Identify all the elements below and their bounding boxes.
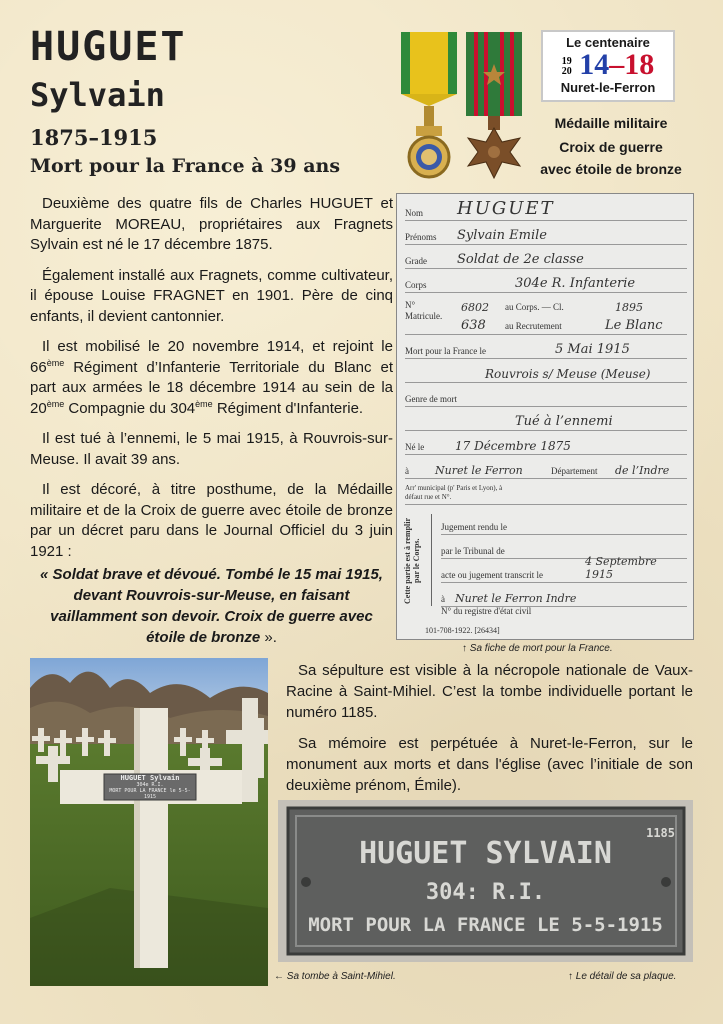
logo-line1: Le centenaire (566, 35, 650, 50)
fiche-nom: HUGUET (457, 198, 555, 219)
bio-p3-sup1: ème (46, 357, 65, 368)
fiche-dept: de l’Indre (615, 464, 670, 477)
fiche-corps: 304e R. Infanterie (515, 276, 636, 291)
death-record-card (396, 193, 694, 640)
bio-p3b: Régiment d’Infanterie Territoriale du Blanc et part aux armées le 18 décembre 1914 au sein de la 20 (30, 358, 393, 417)
fiche-mat2: 638 (461, 318, 486, 333)
plaque-number: 1185 (646, 826, 675, 840)
fiche-side-label: Cette partie est à remplir par le Corps. (403, 517, 421, 605)
fiche-jugement2: par le Tribunal de (441, 546, 505, 556)
fiche-mort-date: 5 Mai 1915 (555, 342, 630, 357)
fiche-dept-label: Département (551, 466, 598, 476)
logo-years (543, 50, 673, 80)
fiche-au-corps: au Corps. — Cl. (505, 302, 564, 312)
fiche-ne-label: Né le (405, 442, 425, 452)
cross-plate-l3: MORT POUR LA FRANCE le 5-5-1915 (109, 788, 191, 800)
fiche-ne-lieu-label: à (405, 466, 409, 476)
fiche-jugement1: Jugement rendu le (441, 522, 507, 532)
bio-paragraph-3 (30, 337, 393, 419)
fiche-grade: Soldat de 2e classe (457, 252, 584, 267)
fiche-jugement4: à (441, 594, 445, 604)
burial-text (286, 660, 693, 806)
cross-plate-l2: 304e R.I. (136, 782, 164, 788)
logo-year-20: 20 (561, 66, 572, 78)
plaque-line2: 304: R.I. (425, 880, 546, 905)
bio-p3a: Il est mobilisé le 20 novembre 1914, et rejoint le 66 (30, 338, 393, 376)
medals-caption (530, 112, 692, 180)
fiche-corps-label: Corps (405, 280, 427, 290)
burial-paragraph-2: Sa mémoire est perpétuée à Nuret-le-Ferron, sur le monument aux morts et dans l'église (avec l’initiale de son deuxième prénom, Émile). (286, 735, 693, 794)
quote-close: ». (260, 629, 277, 646)
logo-18: 18 (624, 48, 655, 81)
medal-caption-1: Médaille militaire (554, 115, 668, 131)
bio-p3-sup3: ème (195, 398, 213, 409)
plaque-caption: ↑ Le détail de sa plaque. (568, 971, 677, 982)
fiche-footer: 101-708-1922. [26434] (425, 626, 500, 635)
title-mort: Mort pour la France à 39 ans (30, 155, 341, 177)
cross-plate-l1: HUGUET Sylvain (120, 774, 180, 782)
title-first-name: Sylvain (30, 76, 165, 114)
logo-dash: – (609, 48, 625, 81)
cross-plate-text (104, 774, 196, 800)
burial-paragraph-1: Sa sépulture est visible à la nécropole nationale de Vaux-Racine à Saint-Mihiel. C’est la tombe individuelle portant le numéro 1185. (286, 662, 693, 721)
medals-image (398, 30, 528, 180)
fiche-transcrit-lieu: Nuret le Ferron Indre (455, 592, 577, 605)
fiche-grade-label: Grade (405, 256, 427, 266)
fiche-registre: N° du registre d'état civil (441, 606, 532, 616)
logo-line3: Nuret-le-Ferron (560, 80, 656, 95)
citation-quote (30, 564, 393, 648)
fiche-mort-label: Mort pour la France le (405, 346, 486, 356)
fiche-recrutement: Le Blanc (605, 318, 663, 333)
logo-year-19: 19 (561, 56, 572, 68)
grave-caption: ← Sa tombe à Saint-Mihiel. (274, 971, 396, 982)
medal-caption-3: avec étoile de bronze (540, 161, 682, 177)
logo-14: 14 (579, 48, 610, 81)
bio-paragraph-5: Il est décoré, à titre posthume, de la Médaille militaire et de la Croix de guerre avec étoile de bronze par un décret paru dans le Journal Officiel du 3 juin 1921 : (30, 481, 393, 560)
bio-p3d: Régiment d'Infanterie. (212, 399, 364, 417)
plaque-line3: MORT POUR LA FRANCE LE 5-5-1915 (308, 914, 663, 936)
memorial-plaque-photo (278, 800, 693, 962)
centenaire-logo (541, 30, 675, 102)
fiche-transcrit: 4 Septembre 1915 (585, 555, 657, 581)
quote-open: « (40, 566, 53, 583)
quote-text: Soldat brave et dévoué. Tombé le 15 mai 1915, devant Rouvrois-sur-Meuse, en faisant vaillamment son devoir. Croix de guerre avec étoile de bronze (50, 566, 383, 646)
fiche-caption: ↑ Sa fiche de mort pour la France. (462, 643, 613, 654)
plaque-line1: HUGUET SYLVAIN (359, 836, 612, 871)
fiche-matricule-label: N° Matricule. (405, 300, 443, 321)
grave-photo (30, 658, 268, 986)
bio-p3-sup2: ème (46, 398, 65, 409)
fiche-jugement3: acte ou jugement transcrit le (441, 570, 543, 580)
fiche-genre: Tué à l’ennemi (515, 414, 613, 429)
bio-paragraph-4: Il est tué à l’ennemi, le 5 mai 1915, à Rouvrois-sur-Meuse. Il avait 39 ans. (30, 430, 393, 468)
fiche-arr-label: Arr' municipal (p' Paris et Lyon), à défaut rue et N°. (405, 484, 503, 501)
bio-paragraph-2: Également installé aux Fragnets, comme cultivateur, il épouse Louise FRAGNET en 1901. Père de cinq enfants, il devient cantonnier. (30, 266, 393, 325)
fiche-genre-label: Genre de mort (405, 394, 457, 404)
fiche-nom-label: Nom (405, 208, 423, 218)
medal-caption-2: Croix de guerre (559, 139, 663, 155)
fiche-au-recrutement: au Recrutement (505, 321, 562, 331)
bio-p3c: Compagnie du 304 (64, 399, 196, 417)
fiche-ne-date: 17 Décembre 1875 (455, 439, 571, 453)
fiche-lieu: Rouvrois s/ Meuse (Meuse) (485, 367, 651, 381)
fiche-prenoms-label: Prénoms (405, 232, 437, 242)
title-name: HUGUET (30, 24, 187, 70)
bio-paragraph-1: Deuxième des quatre fils de Charles HUGUET et Marguerite MOREAU, propriétaires aux Fragnets Sylvain est né le 17 décembre 1875. (30, 195, 393, 253)
title-years: 1875–1915 (30, 125, 158, 150)
fiche-ne-lieu: Nuret le Ferron (435, 464, 523, 477)
fiche-classe: 1895 (615, 301, 643, 314)
biography (30, 194, 393, 658)
fiche-mat1: 6802 (461, 301, 489, 314)
fiche-prenoms: Sylvain Emile (457, 228, 547, 243)
